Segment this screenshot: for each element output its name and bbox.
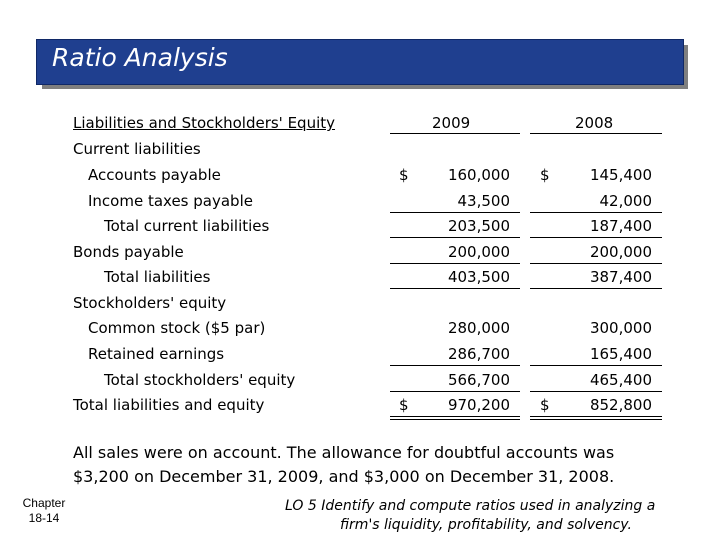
rule-retained-2008: [530, 365, 662, 366]
common-stock-2009: 280,000: [447, 319, 510, 337]
double-rule-2008-b: [530, 419, 662, 420]
currency-2009-top: $: [399, 166, 409, 184]
total-stockholders-equity-2008: 465,400: [589, 371, 652, 389]
rule-income-taxes-2009: [390, 212, 520, 213]
rule-total-equity-2009: [390, 391, 520, 392]
row-label-income-taxes-payable: Income taxes payable: [88, 192, 253, 210]
rule-bonds-2009: [390, 263, 520, 264]
currency-2009-bottom: $: [399, 396, 409, 414]
slide-title: Ratio Analysis: [52, 43, 228, 72]
total-stockholders-equity-2009: 566,700: [447, 371, 510, 389]
chapter-line-2: 18-14: [28, 511, 60, 525]
double-rule-2009-a: [390, 416, 520, 417]
currency-2008-top: $: [540, 166, 550, 184]
lo-line-2: firm's liquidity, profitability, and solvency.: [340, 517, 632, 533]
retained-earnings-2008: 165,400: [589, 345, 652, 363]
row-label-common-stock: Common stock ($5 par): [88, 319, 266, 337]
rule-total-current-2009: [390, 237, 520, 238]
learning-objective: [285, 497, 715, 535]
row-label-total-stockholders-equity: Total stockholders' equity: [104, 371, 296, 389]
row-label-total-current-liabilities: Total current liabilities: [104, 217, 270, 235]
common-stock-2008: 300,000: [589, 319, 652, 337]
row-label-current-liabilities: Current liabilities: [73, 140, 201, 158]
rule-bonds-2008: [530, 263, 662, 264]
row-label-retained-earnings: Retained earnings: [88, 345, 225, 363]
row-label-accounts-payable: Accounts payable: [88, 166, 221, 184]
row-label-total-liabilities-and-equity: Total liabilities and equity: [73, 396, 265, 414]
total-current-liabilities-2009: 203,500: [447, 217, 510, 235]
row-label-stockholders-equity: Stockholders' equity: [73, 294, 227, 312]
bonds-payable-2009: 200,000: [447, 243, 510, 261]
chapter-label: [12, 496, 76, 526]
total-current-liabilities-2008: 187,400: [589, 217, 652, 235]
rule-total-equity-2008: [530, 391, 662, 392]
total-liabilities-equity-2008: 852,800: [589, 396, 652, 414]
chapter-line-1: Chapter: [22, 496, 66, 510]
total-liabilities-equity-2009: 970,200: [447, 396, 510, 414]
rule-income-taxes-2008: [530, 212, 662, 213]
rule-retained-2009: [390, 365, 520, 366]
double-rule-2009-b: [390, 419, 520, 420]
accounts-payable-2009: 160,000: [447, 166, 510, 184]
total-liabilities-2008: 387,400: [589, 268, 652, 286]
row-label-bonds-payable: Bonds payable: [73, 243, 184, 261]
income-taxes-2008: 42,000: [599, 192, 652, 210]
rule-total-liabilities-2009: [390, 288, 520, 289]
lo-line-1: LO 5 Identify and compute ratios used in analyzing a: [285, 498, 656, 514]
bonds-payable-2008: 200,000: [589, 243, 652, 261]
row-label-total-liabilities: Total liabilities: [104, 268, 211, 286]
rule-total-liabilities-2008: [530, 288, 662, 289]
table-header-label: Liabilities and Stockholders' Equity: [73, 114, 336, 132]
year-2009-header: 2009: [432, 114, 471, 132]
header-rule-2009: [390, 133, 520, 134]
currency-2008-bottom: $: [540, 396, 550, 414]
rule-total-current-2008: [530, 237, 662, 238]
income-taxes-2009: 43,500: [457, 192, 510, 210]
total-liabilities-2009: 403,500: [447, 268, 510, 286]
allowance-note: All sales were on account. The allowance for doubtful accounts was $3,200 on December 31, 2009, and $3,000 on December 31, 2008.: [73, 443, 615, 486]
retained-earnings-2009: 286,700: [447, 345, 510, 363]
year-2008-header: 2008: [575, 114, 614, 132]
header-rule-2008: [530, 133, 662, 134]
accounts-payable-2008: 145,400: [589, 166, 652, 184]
double-rule-2008-a: [530, 416, 662, 417]
